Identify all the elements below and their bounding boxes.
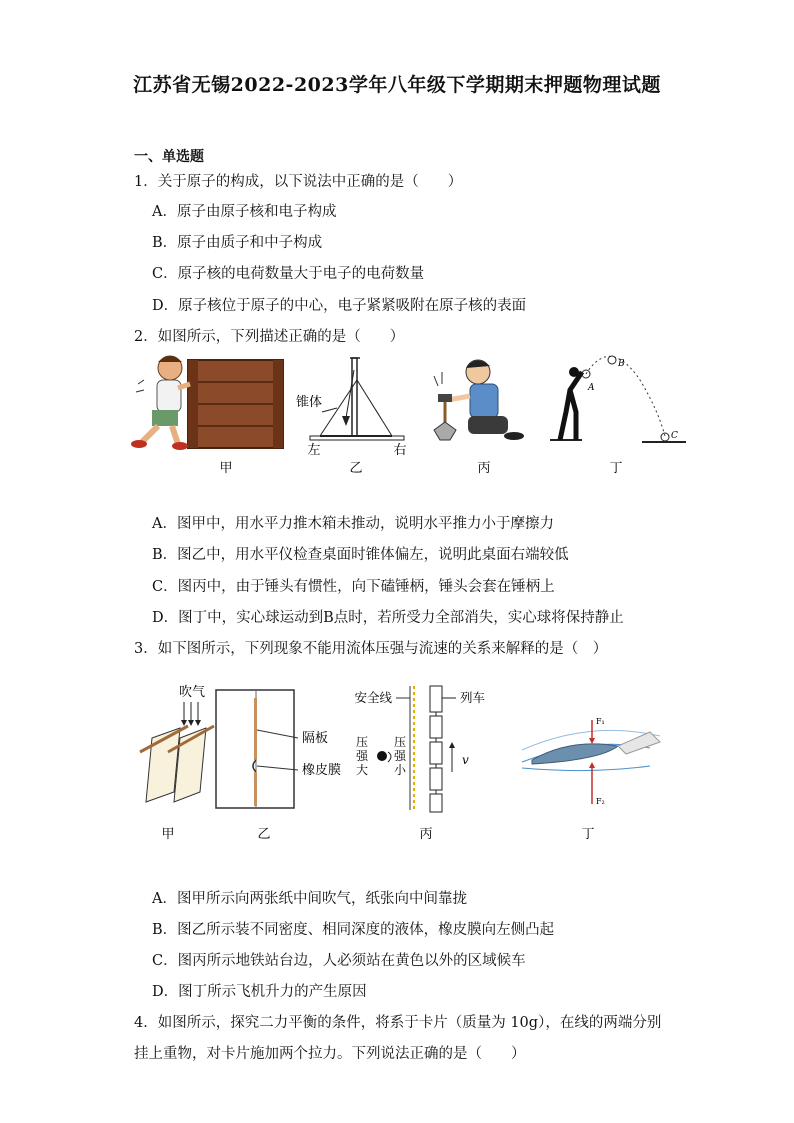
page-title: 江苏省无锡2022-2023学年八年级下学期期末押题物理试题 (133, 74, 661, 96)
label-point-b: B (618, 359, 625, 369)
q1-option-c: C．原子核的电荷数量大于电子的电荷数量 (152, 266, 425, 282)
section-heading: 一、单选题 (134, 149, 204, 165)
label-pressure-small-3: 小 (393, 763, 407, 777)
caption-ding: 丁 (609, 461, 623, 476)
label-pressure-small-1: 压 (393, 735, 407, 749)
q3-stem: 3．如下图所示，下列现象不能用流体压强与流速的关系来解释的是（ ） (134, 641, 608, 657)
q3-option-b: B．图乙所示装不同密度、相同深度的液体，橡皮膜向左侧凸起 (152, 922, 555, 938)
label-point-c: C (671, 431, 678, 441)
label-f1: F₁ (596, 717, 605, 726)
label-partition: 隔板 (302, 731, 329, 746)
label-cone: 锥体 (295, 395, 322, 410)
caption-jia: 甲 (219, 461, 233, 476)
q2-option-b: B．图乙中，用水平仪检查桌面时锥体偏左，说明此桌面右端较低 (152, 547, 569, 563)
label-pressure-big-3: 大 (355, 763, 369, 777)
label-left: 左 (307, 443, 321, 458)
label-pressure-small-2: 强 (393, 749, 407, 763)
caption-yi: 乙 (349, 461, 363, 476)
label-right: 右 (393, 443, 407, 458)
label-velocity: v (462, 753, 469, 767)
label-safety-line: 安全线 (354, 690, 392, 705)
figure-ding-wing (522, 720, 660, 804)
label-membrane: 橡皮膜 (302, 763, 342, 778)
figure-bing-hammer (434, 360, 524, 440)
label-train: 列车 (460, 690, 486, 705)
q2-stem: 2．如图所示，下列描述正确的是（ ） (134, 329, 405, 345)
figure-jia-paper (140, 702, 214, 802)
label-point-a: A (588, 383, 595, 393)
figure-yi-level (310, 358, 404, 440)
q2-option-c: C．图丙中，由于锤头有惯性，向下磕锤柄，锤头会套在锤柄上 (152, 579, 555, 595)
label-blow: 吹气 (178, 685, 206, 700)
q4-stem: 4．如图所示，探究二力平衡的条件，将系于卡片（质量为 10g），在线的两端分别挂上重物，对卡片施加两个拉力。下列说法正确的是（ ） (134, 1015, 662, 1062)
q3-option-d: D．图丁所示飞机升力的产生原因 (152, 984, 367, 1000)
caption3-ding: 丁 (581, 827, 595, 842)
caption3-yi: 乙 (257, 827, 271, 842)
q1-option-d: D．原子核位于原子的中心，电子紧紧吸附在原子核的表面 (152, 298, 527, 314)
q2-figure (130, 350, 700, 480)
label-pressure-big-2: 强 (355, 749, 369, 763)
q2-option-a: A．图甲中，用水平力推木箱未推动，说明水平推力小于摩擦力 (152, 516, 554, 532)
figure-jia-pushing-box (131, 356, 283, 450)
q1-stem: 1．关于原子的构成，以下说法中正确的是（ ） (134, 174, 463, 190)
label-pressure-big-1: 压 (355, 735, 369, 749)
caption3-jia: 甲 (161, 827, 175, 842)
caption-bing: 丙 (477, 461, 491, 476)
q2-option-d: D．图丁中，实心球运动到B点时，若所受力全部消失，实心球将保持静止 (152, 610, 624, 626)
q3-option-a: A．图甲所示向两张纸中间吹气，纸张向中间靠拢 (152, 891, 467, 907)
q1-option-b: B．原子由质子和中子构成 (152, 235, 323, 251)
q3-figure (130, 680, 710, 845)
caption3-bing: 丙 (419, 827, 433, 842)
label-f2: F₂ (596, 797, 605, 806)
q1-option-a: A．原子由原子核和电子构成 (152, 204, 337, 220)
figure-yi-container (216, 690, 298, 808)
q3-option-c: C．图丙所示地铁站台边，人必须站在黄色以外的区域候车 (152, 953, 526, 969)
